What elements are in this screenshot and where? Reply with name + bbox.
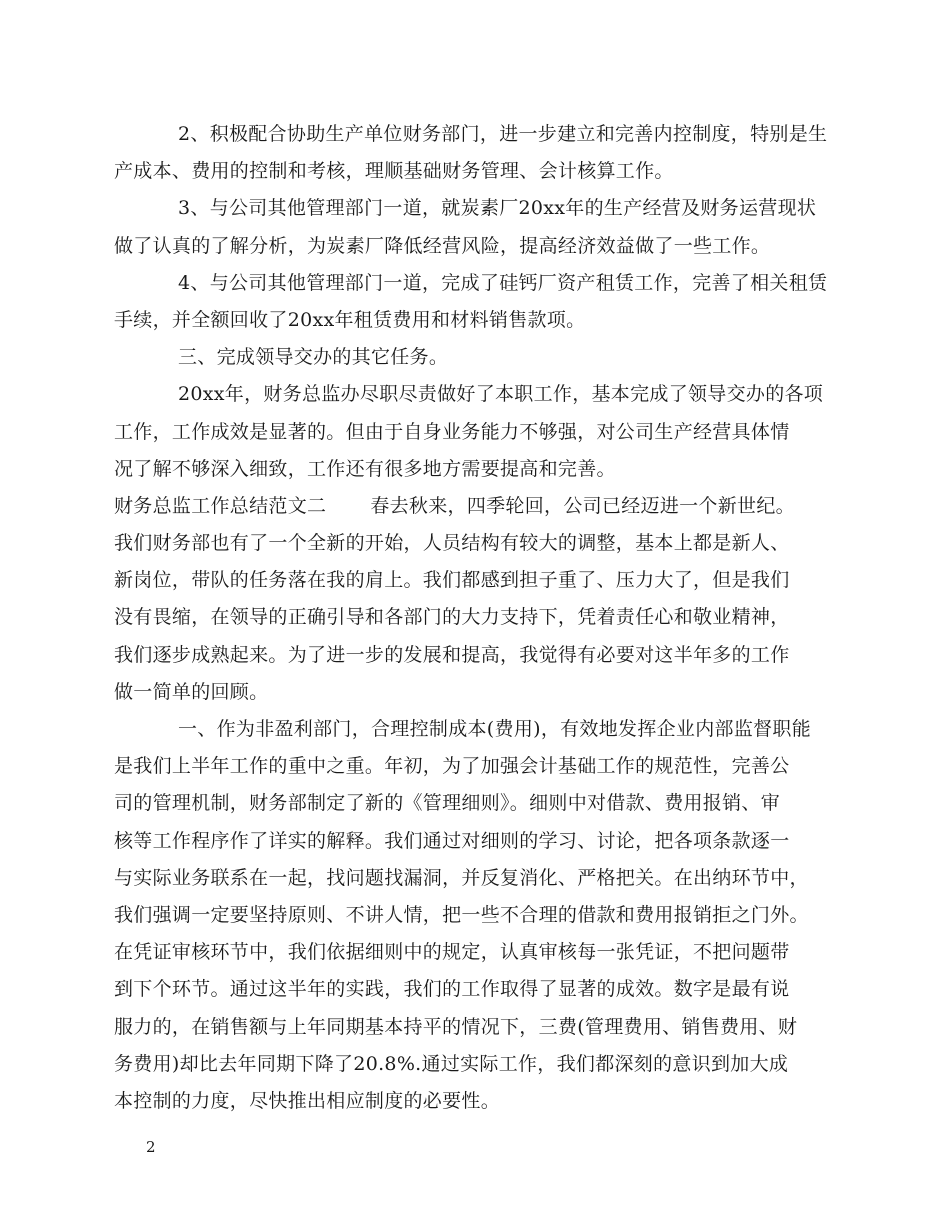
- paragraph-line: 做一简单的回顾。: [114, 680, 269, 703]
- paragraph-line: 2、积极配合协助生产单位财务部门，进一步建立和完善内控制度，特别是生: [178, 123, 828, 145]
- paragraph-line: 做了认真的了解分析，为炭素厂降低经营风险，提高经济效益做了一些工作。: [114, 234, 771, 257]
- paragraph-line: 我们逐步成熟起来。为了进一步的发展和提高，我觉得有必要对这半年多的工作: [114, 643, 790, 666]
- paragraph-line: 新岗位，带队的任务落在我的肩上。我们都感到担子重了、压力大了，但是我们: [114, 569, 790, 592]
- paragraph-line: 在凭证审核环节中，我们依据细则中的规定，认真审核每一张凭证，不把问题带: [114, 941, 790, 964]
- paragraph-line: 一、作为非盈利部门，合理控制成本(费用)，有效地发挥企业内部监督职能: [178, 718, 812, 740]
- paragraph-line: 我们财务部也有了一个全新的开始，人员结构有较大的调整，基本上都是新人、: [114, 532, 790, 555]
- paragraph-line: 本控制的力度，尽快推出相应制度的必要性。: [114, 1089, 501, 1112]
- paragraph-line: 工作，工作成效是显著的。但由于自身业务能力不够强，对公司生产经营具体情: [114, 420, 790, 443]
- page-number: 2: [146, 1138, 156, 1156]
- paragraph-line: 况了解不够深入细致，工作还有很多地方需要提高和完善。: [114, 457, 616, 480]
- paragraph-line: 是我们上半年工作的重中之重。年初，为了加强会计基础工作的规范性，完善公: [114, 755, 790, 778]
- paragraph-line: 司的管理机制，财务部制定了新的《管理细则》。细则中对借款、费用报销、审: [114, 792, 781, 815]
- paragraph-line: 我们强调一定要坚持原则、不讲人情，把一些不合理的借款和费用报销拒之门外。: [114, 903, 809, 926]
- paragraph-line: 手续，并全额回收了20xx年租赁费用和材料销售款项。: [114, 308, 586, 331]
- paragraph-line: 到下个环节。通过这半年的实践，我们的工作取得了显著的成效。数字是最有说: [114, 978, 790, 1001]
- paragraph-line: 春去秋来，四季轮回，公司已经迈进一个新世纪。: [370, 494, 795, 517]
- paragraph-line: 产成本、费用的控制和考核，理顺基础财务管理、会计核算工作。: [114, 160, 674, 183]
- paragraph-line: 务费用)却比去年同期下降了20.8%.通过实际工作，我们都深刻的意识到加大成: [114, 1052, 789, 1075]
- title-line: [114, 488, 814, 525]
- section-heading: 三、完成领导交办的其它任务。: [178, 346, 449, 369]
- paragraph-line: 20xx年，财务总监办尽职尽责做好了本职工作，基本完成了领导交办的各项: [178, 383, 824, 406]
- article-title: 财务总监工作总结范文二: [114, 494, 327, 517]
- paragraph-line: 与实际业务联系在一起，找问题找漏洞，并反复消化、严格把关。在出纳环节中，: [114, 866, 809, 889]
- paragraph-line: 3、与公司其他管理部门一道，就炭素厂20xx年的生产经营及财务运营现状: [178, 197, 817, 220]
- paragraph-line: 没有畏缩，在领导的正确引导和各部门的大力支持下，凭着责任心和敬业精神，: [114, 606, 790, 629]
- document-body: [114, 116, 828, 1120]
- paragraph-line: 4、与公司其他管理部门一道，完成了硅钙厂资产租赁工作，完善了相关租赁: [178, 271, 828, 294]
- paragraph-line: 核等工作程序作了详实的解释。我们通过对细则的学习、讨论，把各项条款逐一: [114, 829, 790, 852]
- paragraph-line: 服力的，在销售额与上年同期基本持平的情况下，三费(管理费用、销售费用、财: [114, 1015, 798, 1038]
